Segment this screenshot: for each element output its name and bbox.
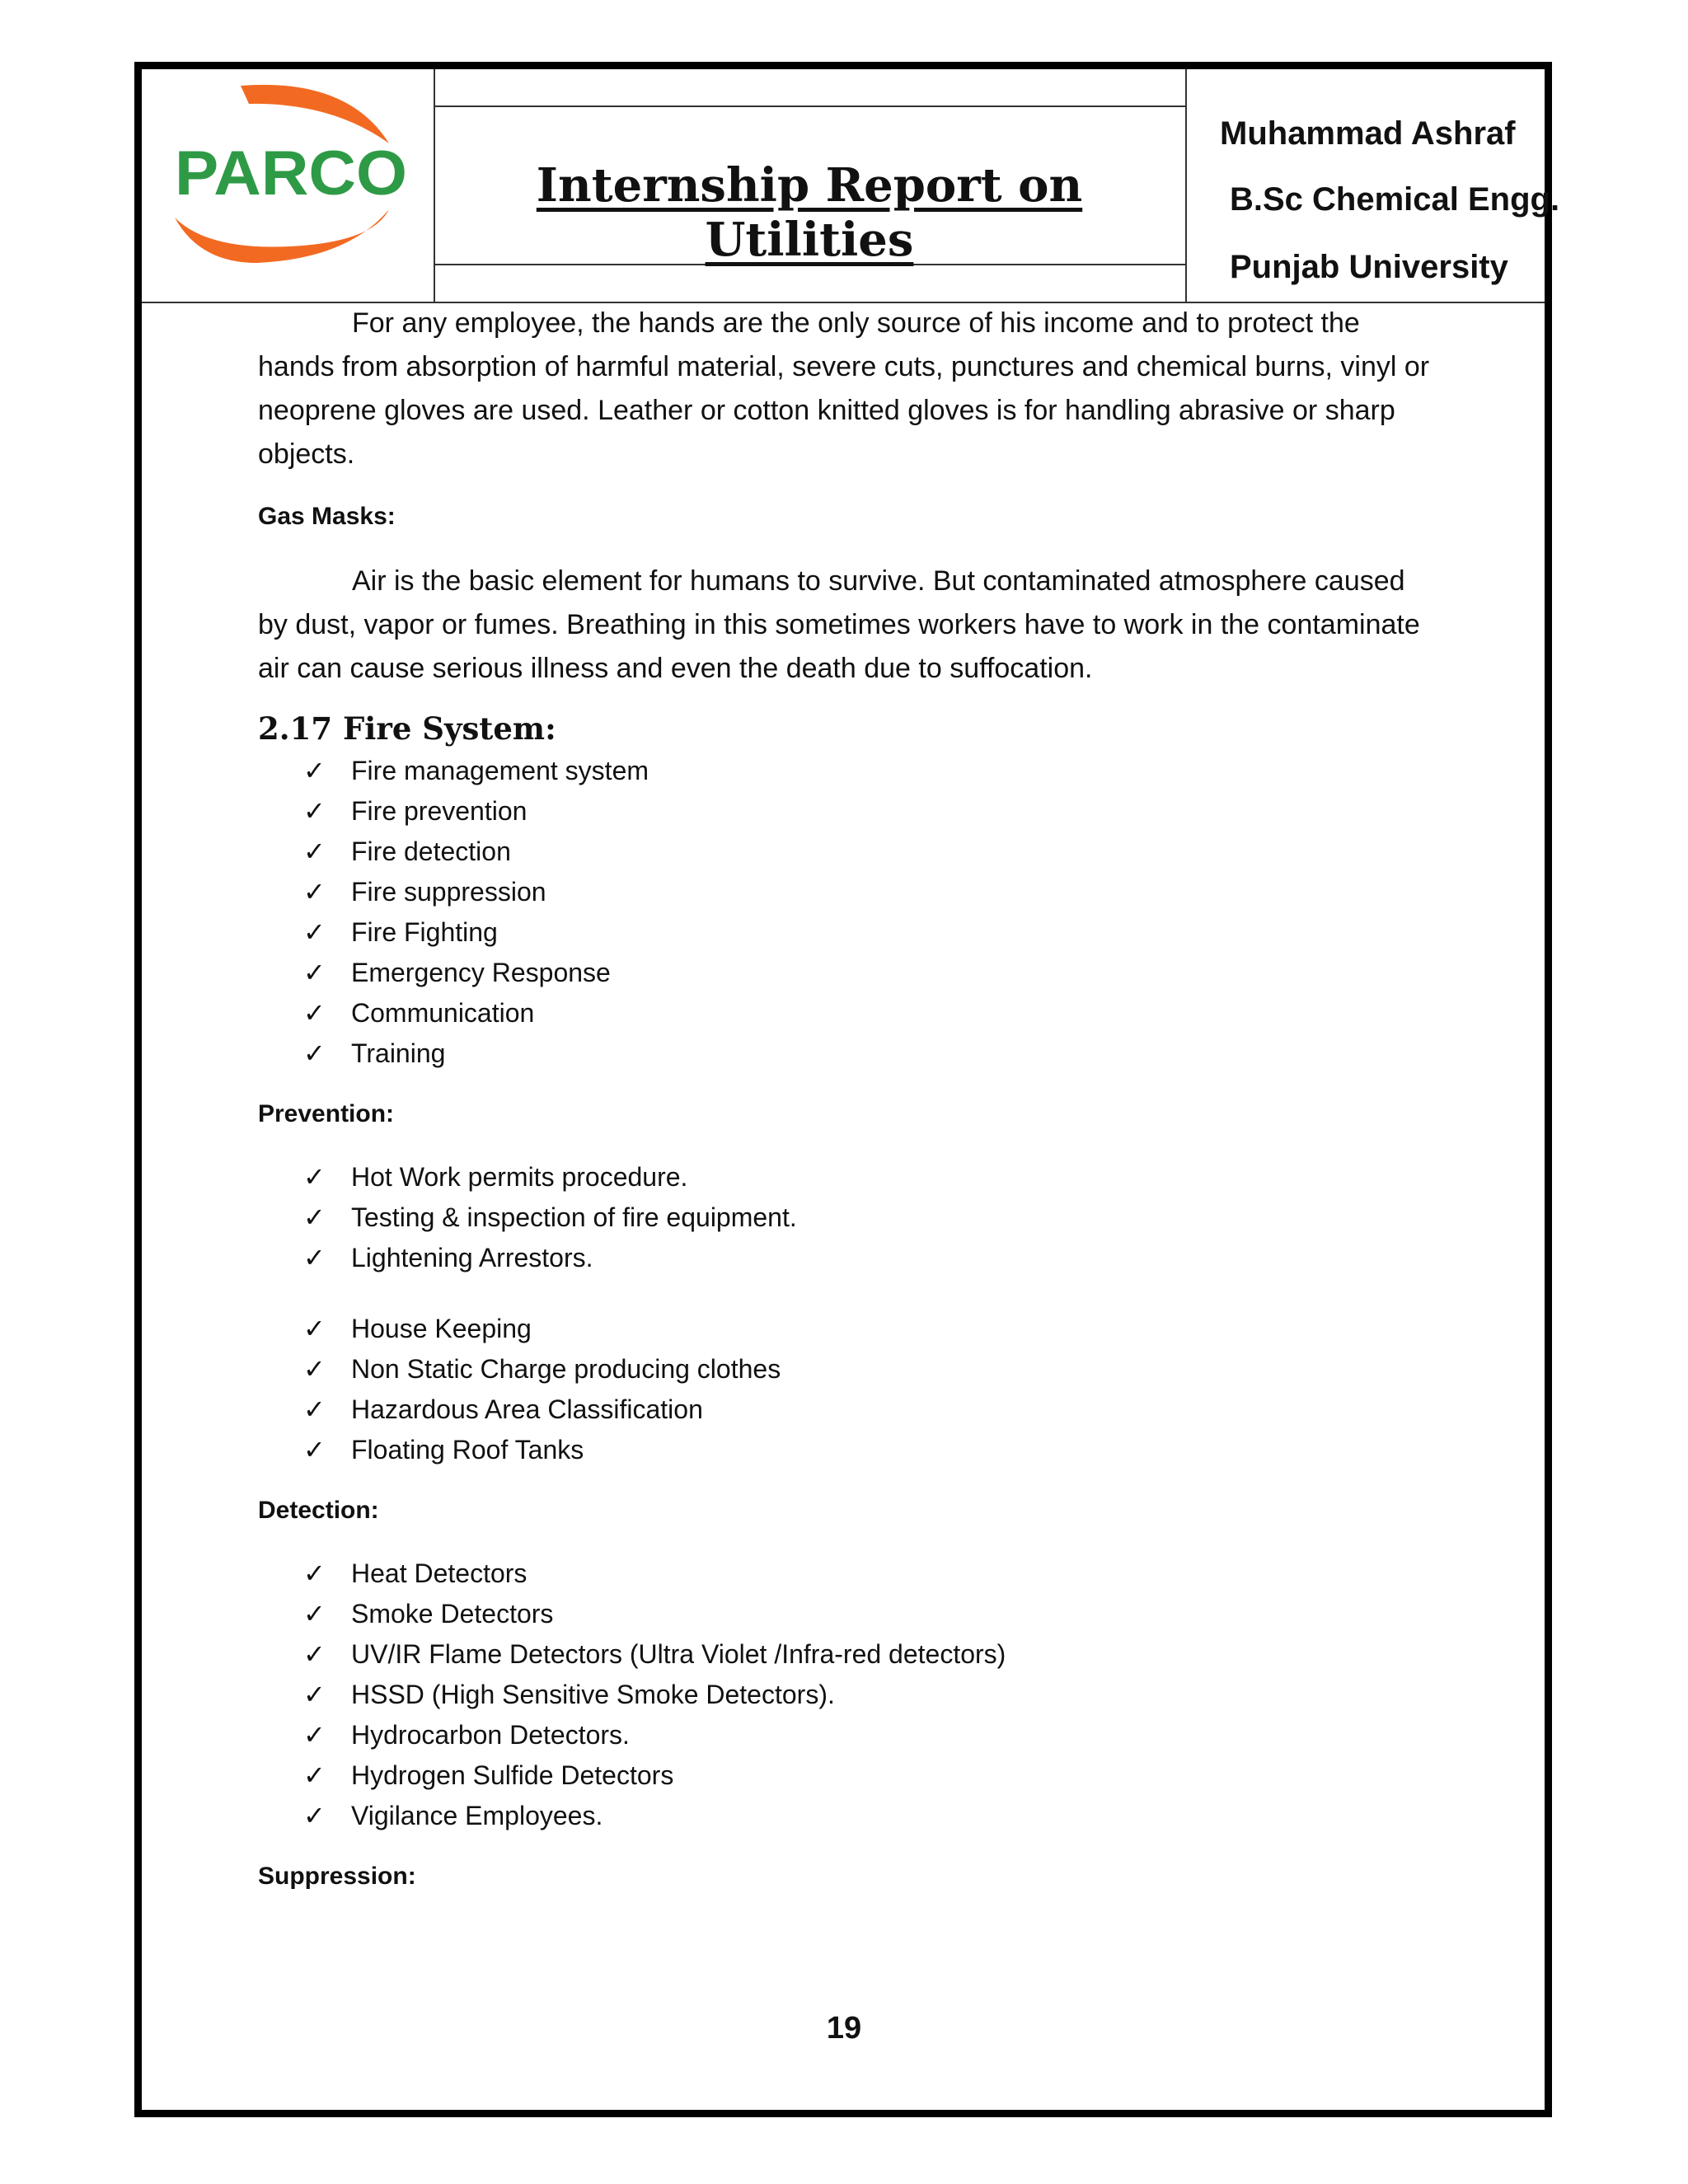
checkmark-icon: ✓ — [303, 1639, 326, 1669]
checkmark-icon: ✓ — [303, 1760, 326, 1790]
list-item — [258, 1238, 1437, 1278]
detection-heading: Detection: — [258, 1497, 379, 1524]
list-item — [258, 1430, 1437, 1470]
list-item-text: Floating Roof Tanks — [351, 1435, 584, 1465]
list-item-text: Smoke Detectors — [351, 1599, 554, 1629]
report-header — [142, 69, 1560, 303]
list-item-text: Fire prevention — [351, 796, 528, 826]
checkmark-icon: ✓ — [303, 1680, 326, 1709]
list-item — [258, 953, 1437, 993]
report-title: Internship Report on Utilities — [536, 158, 1083, 267]
list-item — [258, 1390, 1437, 1430]
list-item — [258, 1157, 1437, 1197]
checkmark-icon: ✓ — [303, 756, 326, 785]
detection-list — [258, 1554, 1437, 1836]
checkmark-icon: ✓ — [303, 998, 326, 1028]
checkmark-icon: ✓ — [303, 1243, 326, 1272]
list-item — [258, 1634, 1437, 1675]
list-item — [258, 993, 1437, 1033]
checkmark-icon: ✓ — [303, 1314, 326, 1343]
list-item — [258, 1755, 1437, 1796]
parco-logo — [142, 69, 434, 302]
logo-cell — [142, 69, 435, 302]
checkmark-icon: ✓ — [303, 1435, 326, 1465]
fire-system-heading: 2.17 Fire System: — [258, 710, 556, 747]
page-content — [258, 302, 1437, 1898]
list-item-text: Vigilance Employees. — [351, 1801, 603, 1830]
list-item — [258, 1309, 1437, 1349]
list-item — [258, 1197, 1437, 1238]
gas-masks-paragraph: Air is the basic element for humans to survive. But contaminated atmosphere caused by dust, vapor or fumes. Breathing in this sometimes workers have to work in the contaminate air can cause serious illness and even the death due to suffocation. — [258, 565, 1420, 684]
list-item-text: House Keeping — [351, 1314, 532, 1343]
checkmark-icon: ✓ — [303, 1801, 326, 1830]
list-item-text: UV/IR Flame Detectors (Ultra Violet /Infra-red detectors) — [351, 1639, 1006, 1669]
list-item-text: Hot Work permits procedure. — [351, 1162, 688, 1192]
list-item — [258, 1349, 1437, 1390]
list-item-text: Communication — [351, 998, 535, 1028]
checkmark-icon: ✓ — [303, 1162, 326, 1192]
checkmark-icon: ✓ — [303, 1720, 326, 1750]
checkmark-icon: ✓ — [303, 837, 326, 866]
checkmark-icon: ✓ — [303, 958, 326, 987]
list-item — [258, 1715, 1437, 1755]
checkmark-icon: ✓ — [303, 917, 326, 947]
list-item — [258, 1033, 1437, 1074]
list-item-text: Non Static Charge producing clothes — [351, 1354, 781, 1384]
list-item — [258, 1554, 1437, 1594]
list-item — [258, 751, 1437, 791]
checkmark-icon: ✓ — [303, 1394, 326, 1424]
list-item-text: Fire suppression — [351, 877, 546, 907]
author-cell — [1185, 69, 1560, 302]
checkmark-icon: ✓ — [303, 1558, 326, 1588]
list-item-text: Fire management system — [351, 756, 649, 785]
fire-system-list — [258, 751, 1437, 1074]
list-item-text: Fire detection — [351, 837, 511, 866]
prevention-heading: Prevention: — [258, 1100, 395, 1127]
list-item — [258, 1796, 1437, 1836]
list-item-text: Hazardous Area Classification — [351, 1394, 703, 1424]
author-degree: B.Sc Chemical Engg. — [1230, 181, 1560, 218]
list-item-text: HSSD (High Sensitive Smoke Detectors). — [351, 1680, 835, 1709]
list-item — [258, 1675, 1437, 1715]
checkmark-icon: ✓ — [303, 1038, 326, 1068]
list-item-text: Testing & inspection of fire equipment. — [351, 1202, 797, 1232]
checkmark-icon: ✓ — [303, 1354, 326, 1384]
logo-text: PARCO — [175, 138, 407, 209]
list-item-text: Hydrogen Sulfide Detectors — [351, 1760, 674, 1790]
list-item — [258, 1594, 1437, 1634]
list-item — [258, 791, 1437, 832]
list-item-text: Training — [351, 1038, 446, 1068]
prevention-list-1 — [258, 1157, 1437, 1278]
author-university: Punjab University — [1230, 249, 1508, 285]
author-name: Muhammad Ashraf — [1220, 115, 1516, 152]
title-cell — [434, 69, 1187, 302]
list-item-text: Fire Fighting — [351, 917, 498, 947]
list-item-text: Lightening Arrestors. — [351, 1243, 593, 1272]
gas-masks-heading: Gas Masks: — [258, 503, 396, 530]
suppression-heading: Suppression: — [258, 1863, 416, 1890]
list-item-text: Hydrocarbon Detectors. — [351, 1720, 630, 1750]
checkmark-icon: ✓ — [303, 796, 326, 826]
checkmark-icon: ✓ — [303, 1599, 326, 1629]
list-item — [258, 912, 1437, 953]
checkmark-icon: ✓ — [303, 1202, 326, 1232]
page-number: 19 — [826, 2011, 862, 2046]
list-item — [258, 872, 1437, 912]
list-item-text: Heat Detectors — [351, 1558, 528, 1588]
list-item-text: Emergency Response — [351, 958, 611, 987]
prevention-list-2 — [258, 1309, 1437, 1470]
intro-paragraph: For any employee, the hands are the only source of his income and to protect the hands from absorption of harmful material, severe cuts, punctures and chemical burns, vinyl or neoprene gloves are used. Leather or cotton knitted gloves is for handling abrasive or sharp objects. — [258, 307, 1430, 470]
list-item — [258, 832, 1437, 872]
checkmark-icon: ✓ — [303, 877, 326, 907]
